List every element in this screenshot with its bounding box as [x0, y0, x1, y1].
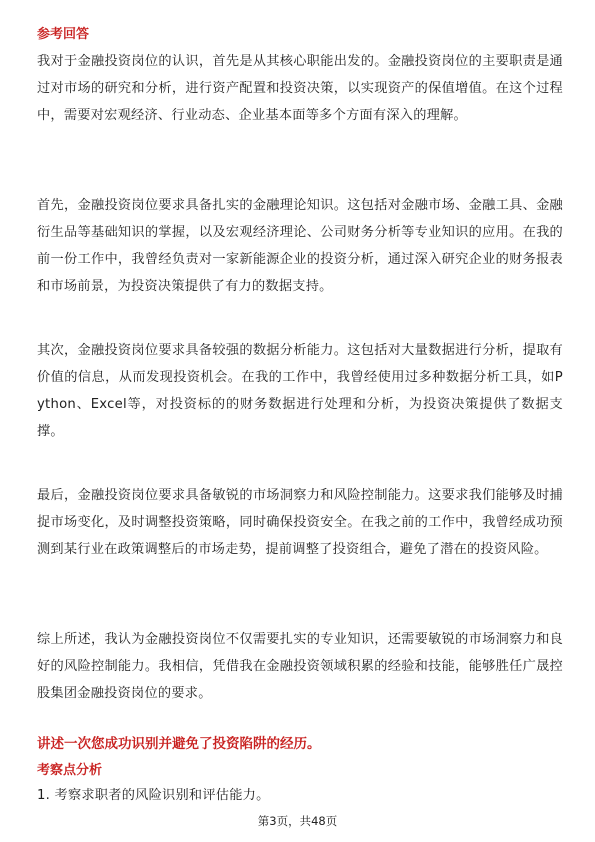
paragraph-3: 其次，金融投资岗位要求具备较强的数据分析能力。这包括对大量数据进行分析，提取有价值的信息，从而发现投资机会。在我的工作中，我曾经使用过多种数据分析工具，如Python、Excel等，对投资标的的财务数据进行处理和分析，为投资决策提供了数据支撑。	[37, 343, 563, 439]
page-footer: 第3页，共48页	[257, 814, 338, 828]
paragraph-1: 我对于金融投资岗位的认识，首先是从其核心职能出发的。金融投资岗位的主要职责是通过对市场的研究和分析，进行资产配置和投资决策，以实现资产的保值增值。在这个过程中，需要对宏观经济、行业动态、企业基本面等多个方面有深入的理解。	[37, 54, 563, 123]
next-question: 讲述一次您成功识别并避免了投资陷阱的经历。	[37, 736, 321, 752]
analysis-item-1: 1. 考察求职者的风险识别和评估能力。	[37, 788, 270, 803]
paragraph-2: 首先，金融投资岗位要求具备扎实的金融理论知识。这包括对金融市场、金融工具、金融衍生品等基础知识的掌握，以及宏观经济理论、公司财务分析等专业知识的应用。在我的前一份工作中，我曾经负责对一家新能源企业的投资分析，通过深入研究企业的财务报表和市场前景，为投资决策提供了有力的数据支持。	[37, 198, 563, 294]
paragraph-4: 最后，金融投资岗位要求具备敏锐的市场洞察力和风险控制能力。这要求我们能够及时捕捉市场变化，及时调整投资策略，同时确保投资安全。在我之前的工作中，我曾经成功预测到某行业在政策调整后的市场走势，提前调整了投资组合，避免了潜在的投资风险。	[37, 488, 563, 557]
answer-heading: 参考回答	[37, 27, 90, 42]
analysis-heading: 考察点分析	[37, 763, 103, 778]
paragraph-5: 综上所述，我认为金融投资岗位不仅需要扎实的专业知识，还需要敏锐的市场洞察力和良好的风险控制能力。我相信，凭借我在金融投资领域积累的经验和技能，能够胜任广晟控股集团金融投资岗位的要求。	[37, 632, 563, 701]
